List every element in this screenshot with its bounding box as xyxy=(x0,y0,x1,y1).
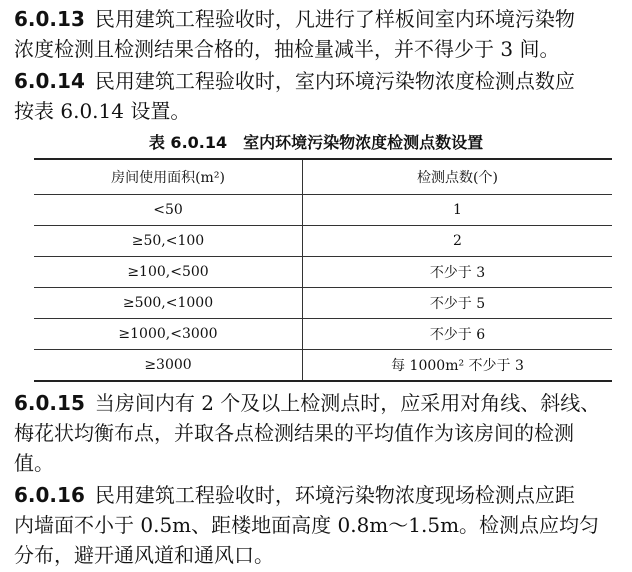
clause-6-0-15-line-2: 梅花状均衡布点，并取各点检测结果的平均值作为该房间的检测 xyxy=(14,421,574,445)
clause-6-0-13-line-2: 浓度检测且检测结果合格的，抽检量减半，并不得少于 3 间。 xyxy=(14,37,560,61)
clause-text: 当房间内有 2 个及以上检测点时，应采用对角线、斜线、 xyxy=(94,391,601,415)
table-title: 表 6.0.14 室内环境污染物浓度检测点数设置 xyxy=(148,133,484,152)
clause-6-0-13-line-1 xyxy=(14,4,620,34)
table-row xyxy=(34,319,612,350)
clause-6-0-13 xyxy=(14,4,620,64)
cell-points: 每 1000m² 不少于 3 xyxy=(303,350,613,382)
clause-number: 6.0.14 xyxy=(14,69,85,93)
clause-6-0-16 xyxy=(14,480,620,570)
cell-area: <50 xyxy=(34,195,303,226)
cell-points: 1 xyxy=(303,195,613,226)
cell-points: 不少于 3 xyxy=(303,257,613,288)
clause-6-0-14-line-2: 按表 6.0.14 设置。 xyxy=(14,99,191,123)
clause-6-0-16-line-3: 分布，避开通风道和通风口。 xyxy=(14,543,274,567)
cell-area: ≥1000,<3000 xyxy=(34,319,303,350)
header-points: 检测点数(个) xyxy=(303,159,613,195)
cell-points: 不少于 5 xyxy=(303,288,613,319)
table-header-row xyxy=(34,159,612,195)
table-row xyxy=(34,288,612,319)
table-row xyxy=(34,195,612,226)
header-area: 房间使用面积(m²) xyxy=(34,159,303,195)
table-row xyxy=(34,350,612,382)
clause-6-0-16-line-1 xyxy=(14,480,620,510)
clause-6-0-15-line-1 xyxy=(14,388,620,418)
clause-text: 民用建筑工程验收时，凡进行了样板间室内环境污染物 xyxy=(94,7,575,31)
clause-6-0-14 xyxy=(14,66,620,126)
cell-points: 2 xyxy=(303,226,613,257)
clause-number: 6.0.16 xyxy=(14,483,85,507)
clause-6-0-15-line-3: 值。 xyxy=(14,451,54,475)
clause-number: 6.0.15 xyxy=(14,391,85,415)
detection-points-table xyxy=(34,158,612,382)
cell-area: ≥3000 xyxy=(34,350,303,382)
clause-6-0-14-line-1 xyxy=(14,66,620,96)
clause-6-0-15 xyxy=(14,388,620,478)
clause-6-0-16-line-2: 内墙面不小于 0.5m、距楼地面高度 0.8m～1.5m。检测点应均匀 xyxy=(14,513,600,537)
cell-points: 不少于 6 xyxy=(303,319,613,350)
table-row xyxy=(34,226,612,257)
cell-area: ≥500,<1000 xyxy=(34,288,303,319)
clause-number: 6.0.13 xyxy=(14,7,85,31)
clause-text: 民用建筑工程验收时，室内环境污染物浓度检测点数应 xyxy=(94,69,575,93)
cell-area: ≥50,<100 xyxy=(34,226,303,257)
clause-text: 民用建筑工程验收时，环境污染物浓度现场检测点应距 xyxy=(94,483,575,507)
table-row xyxy=(34,257,612,288)
cell-area: ≥100,<500 xyxy=(34,257,303,288)
